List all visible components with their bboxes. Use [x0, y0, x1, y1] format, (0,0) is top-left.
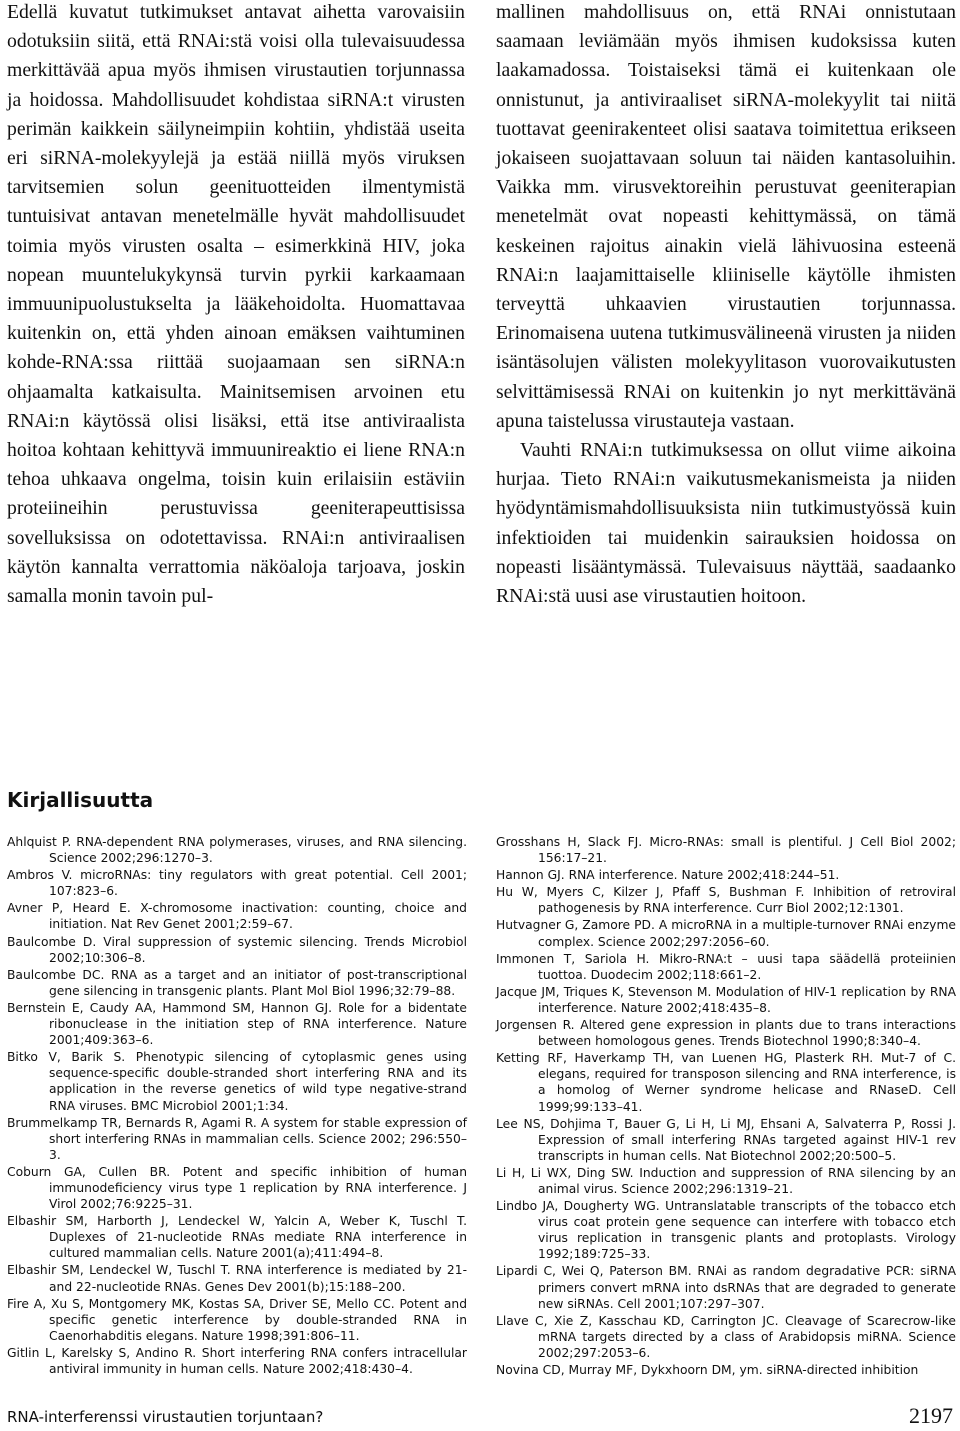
reference-item: Lee NS, Dohjima T, Bauer G, Li H, Li MJ, Ehsani A, Salvaterra P, Rossi J. Expression of small interfering RNAs targeted against HIV-1 rev transcripts in human cells. Nat Biotechnol 2002;20:500–5.: [496, 1116, 956, 1163]
reference-item: Ketting RF, Haverkamp TH, van Luenen HG, Plasterk RH. Mut-7 of C. elegans, required for transposon silencing and RNA interference, is a homolog of Werner syndrome helicase and RNaseD. Cell 1999;99:133–41.: [496, 1051, 956, 1114]
references-column-left: [7, 834, 467, 1378]
reference-item: Gitlin L, Karelsky S, Andino R. Short interfering RNA confers intracellular antiviral immunity in human cells. Nature 2002;418:430–4.: [7, 1345, 467, 1376]
reference-item: Lindbo JA, Dougherty WG. Untranslatable transcripts of the tobacco etch virus coat protein gene sequence can interfere with tobacco etch virus replication in transgenic plants and protoplasts. Virology 1992;189:725–33.: [496, 1199, 956, 1262]
reference-item: Avner P, Heard E. X-chromosome inactivation: counting, choice and initiation. Nat Rev Genet 2001;2:59–67.: [7, 901, 467, 932]
reference-item: Jorgensen R. Altered gene expression in plants due to trans interactions between homologous genes. Trends Biotechnol 1990;8:340–4.: [496, 1018, 956, 1049]
reference-item: Lipardi C, Wei Q, Paterson BM. RNAi as random degradative PCR: siRNA primers convert mRNA into dsRNAs that are degraded to generate new siRNAs. Cell 2001;107:297–307.: [496, 1264, 956, 1311]
reference-item: Bitko V, Barik S. Phenotypic silencing of cytoplasmic genes using sequence-specific double-stranded short interfering RNA and its application in the reverse genetics of wild type negative-strand RNA viruses. BMC Microbiol 2001;1:34.: [7, 1050, 467, 1113]
reference-item: Immonen T, Sariola H. Mikro-RNA:t – uusi tapa säädellä proteiinien tuottoa. Duodecim 2002;118:661–2.: [496, 951, 956, 982]
reference-item: Llave C, Xie Z, Kasschau KD, Carrington JC. Cleavage of Scarecrow-like mRNA targets directed by a class of Arabidopsis miRNA. Science 2002;297:2053–6.: [496, 1313, 956, 1360]
body-paragraph: Edellä kuvatut tutkimukset antavat aihetta varovaisiin odotuksiin siitä, että RNAi:stä voisi olla tulevaisuudessa merkittävää apua myös ihmisen virustautien torjunnassa ja hoidossa. Mahdollisuudet kohdistaa siRNA:t virusten perimän kaikkein säilyneimpiin kohtiin, yhdistää useita eri siRNA-molekyylejä ja estää niillä myös viruksen tarvitsemien solun geenituotteiden ilmentymistä tuntuisivat antavan menetelmälle hyvät mahdollisuudet toimia myös virusten osalta – esimerkkinä HIV, joka nopean muuntelukykynsä turvin pyrkii karkaamaan immuunipuolustukselta ja lääkehoidolta. Huomattavaa kuitenkin on, että yhden ainoan emäksen vaihtuminen kohde-RNA:ssa riittää suojaamaan sen siRNA:n ohjaamalta katkaisulta. Mainitsemisen arvoinen etu RNAi:n käytössä olisi lisäksi, että itse antiviraalista hoitoa kohtaan kehittyvä immuunireaktio ei liene RNA:n tehoa uhkaava ongelma, toisin kuin erilaisiin estäviin proteiineihin perustuvissa geeniterapeuttisissa sovelluksissa on odotettavissa. RNAi:n antiviraalisen käytön kannalta verrattomia näköaloja tarjoava, joskin samalla monin tavoin pul-: [7, 1, 465, 608]
reference-item: Elbashir SM, Harborth J, Lendeckel W, Yalcin A, Weber K, Tuschl T. Duplexes of 21-nucleotide RNAs mediate RNA interference in cultured mammalian cells. Nature 2001(a);411:494–8.: [7, 1214, 467, 1261]
reference-item: Grosshans H, Slack FJ. Micro-RNAs: small is plentiful. J Cell Biol 2002; 156:17–21.: [496, 835, 956, 866]
running-title: RNA-interferenssi virustautien torjuntaan?: [7, 1408, 324, 1426]
reference-item: Fire A, Xu S, Montgomery MK, Kostas SA, Driver SE, Mello CC. Potent and specific genetic interference by double-stranded RNA in Caenorhabditis elegans. Nature 1998;391:806–11.: [7, 1296, 467, 1343]
reference-item: Hannon GJ. RNA interference. Nature 2002;418:244–51.: [496, 868, 840, 883]
body-column-left: [7, 0, 465, 611]
body-column-right: [496, 0, 956, 611]
reference-item: Ahlquist P. RNA-dependent RNA polymerases, viruses, and RNA silencing. Science 2002;296:1270–3.: [7, 835, 467, 866]
reference-item: Jacque JM, Triques K, Stevenson M. Modulation of HIV-1 replication by RNA interference. Nature 2002;418:435–8.: [496, 984, 956, 1015]
references-column-right: [496, 834, 956, 1379]
reference-item: Ambros V. microRNAs: tiny regulators with great potential. Cell 2001; 107:823–6.: [7, 868, 467, 899]
reference-item: Bernstein E, Caudy AA, Hammond SM, Hannon GJ. Role for a bidentate ribonuclease in the initiation step of RNA interference. Nature 2001;409:363–6.: [7, 1000, 467, 1048]
reference-item: Novina CD, Murray MF, Dykxhoorn DM, ym. siRNA-directed inhibition: [496, 1363, 919, 1377]
page-number: 2197: [909, 1403, 953, 1428]
reference-item: Hutvagner G, Zamore PD. A microRNA in a multiple-turnover RNAi enzyme complex. Science 2002;297:2056–60.: [496, 918, 956, 949]
reference-item: Baulcombe DC. RNA as a target and an initiator of post-transcriptional gene silencing in transgenic plants. Plant Mol Biol 1996;32:79–88.: [7, 967, 467, 998]
reference-item: Hu W, Myers C, Kilzer J, Pfaff S, Bushman F. Inhibition of retroviral pathogenesis by RNA interference. Curr Biol 2002;12:1301.: [496, 885, 956, 916]
reference-item: Elbashir SM, Lendeckel W, Tuschl T. RNA interference is mediated by 21- and 22-nucleotide RNAs. Genes Dev 2001(b);15:188–200.: [7, 1263, 467, 1294]
reference-item: Coburn GA, Cullen BR. Potent and specific inhibition of human immunodeficiency virus type 1 replication by RNA interference. J Virol 2002;76:9225–31.: [7, 1164, 467, 1212]
body-paragraph: mallinen mahdollisuus on, että RNAi onnistutaan saamaan leviämään myös ihmisen kudoksissa kuten laakamadossa. Toistaiseksi tämä ei kuitenkaan ole onnistunut, ja antiviraaliset siRNA-molekyylit tai niitä tuottavat geenirakenteet olisi saatava toimitettua erikseen jokaiseen suojattavaan soluun tai näiden kantasoluihin. Vaikka mm. virusvektoreihin perustuvat geeniterapian menetelmät ovat nopeasti kehittymässä, on tämä keskeinen rajoitus ainakin vielä lähivuosina esteenä RNAi:n laajamittaiselle kliiniselle käytölle ihmisten terveyttä uhkaavien virustautien torjunnassa. Erinomaisena uutena tutkimusvälineenä virusten ja niiden isäntäsolujen välisten molekyylitason vuorovaikutusten selvittämisessä RNAi on kuitenkin jo nyt merkittävänä apuna taistelussa virustauteja vastaan.: [496, 1, 956, 432]
reference-item: Li H, Li WX, Ding SW. Induction and suppression of RNA silencing by an animal virus. Science 2002;296:1319–21.: [496, 1165, 956, 1196]
reference-item: Baulcombe D. Viral suppression of systemic silencing. Trends Microbiol 2002;10:306–8.: [7, 934, 467, 965]
reference-item: Brummelkamp TR, Bernards R, Agami R. A system for stable expression of short interfering RNAs in mammalian cells. Science 2002; 296:550–3.: [7, 1115, 467, 1162]
references-heading: Kirjallisuutta: [7, 788, 154, 812]
body-paragraph: Vauhti RNAi:n tutkimuksessa on ollut viime aikoina hurjaa. Tieto RNAi:n vaikutusmekanismeista ja niiden hyödyntämismahdollisuuksista niin tutkimustyössä kuin infektioiden tai muidenkin sairauksien hoidossa on nopeasti lisääntymässä. Tulevaisuus näyttää, saadaanko RNAi:stä uusi ase virustautien hoitoon.: [496, 439, 956, 608]
